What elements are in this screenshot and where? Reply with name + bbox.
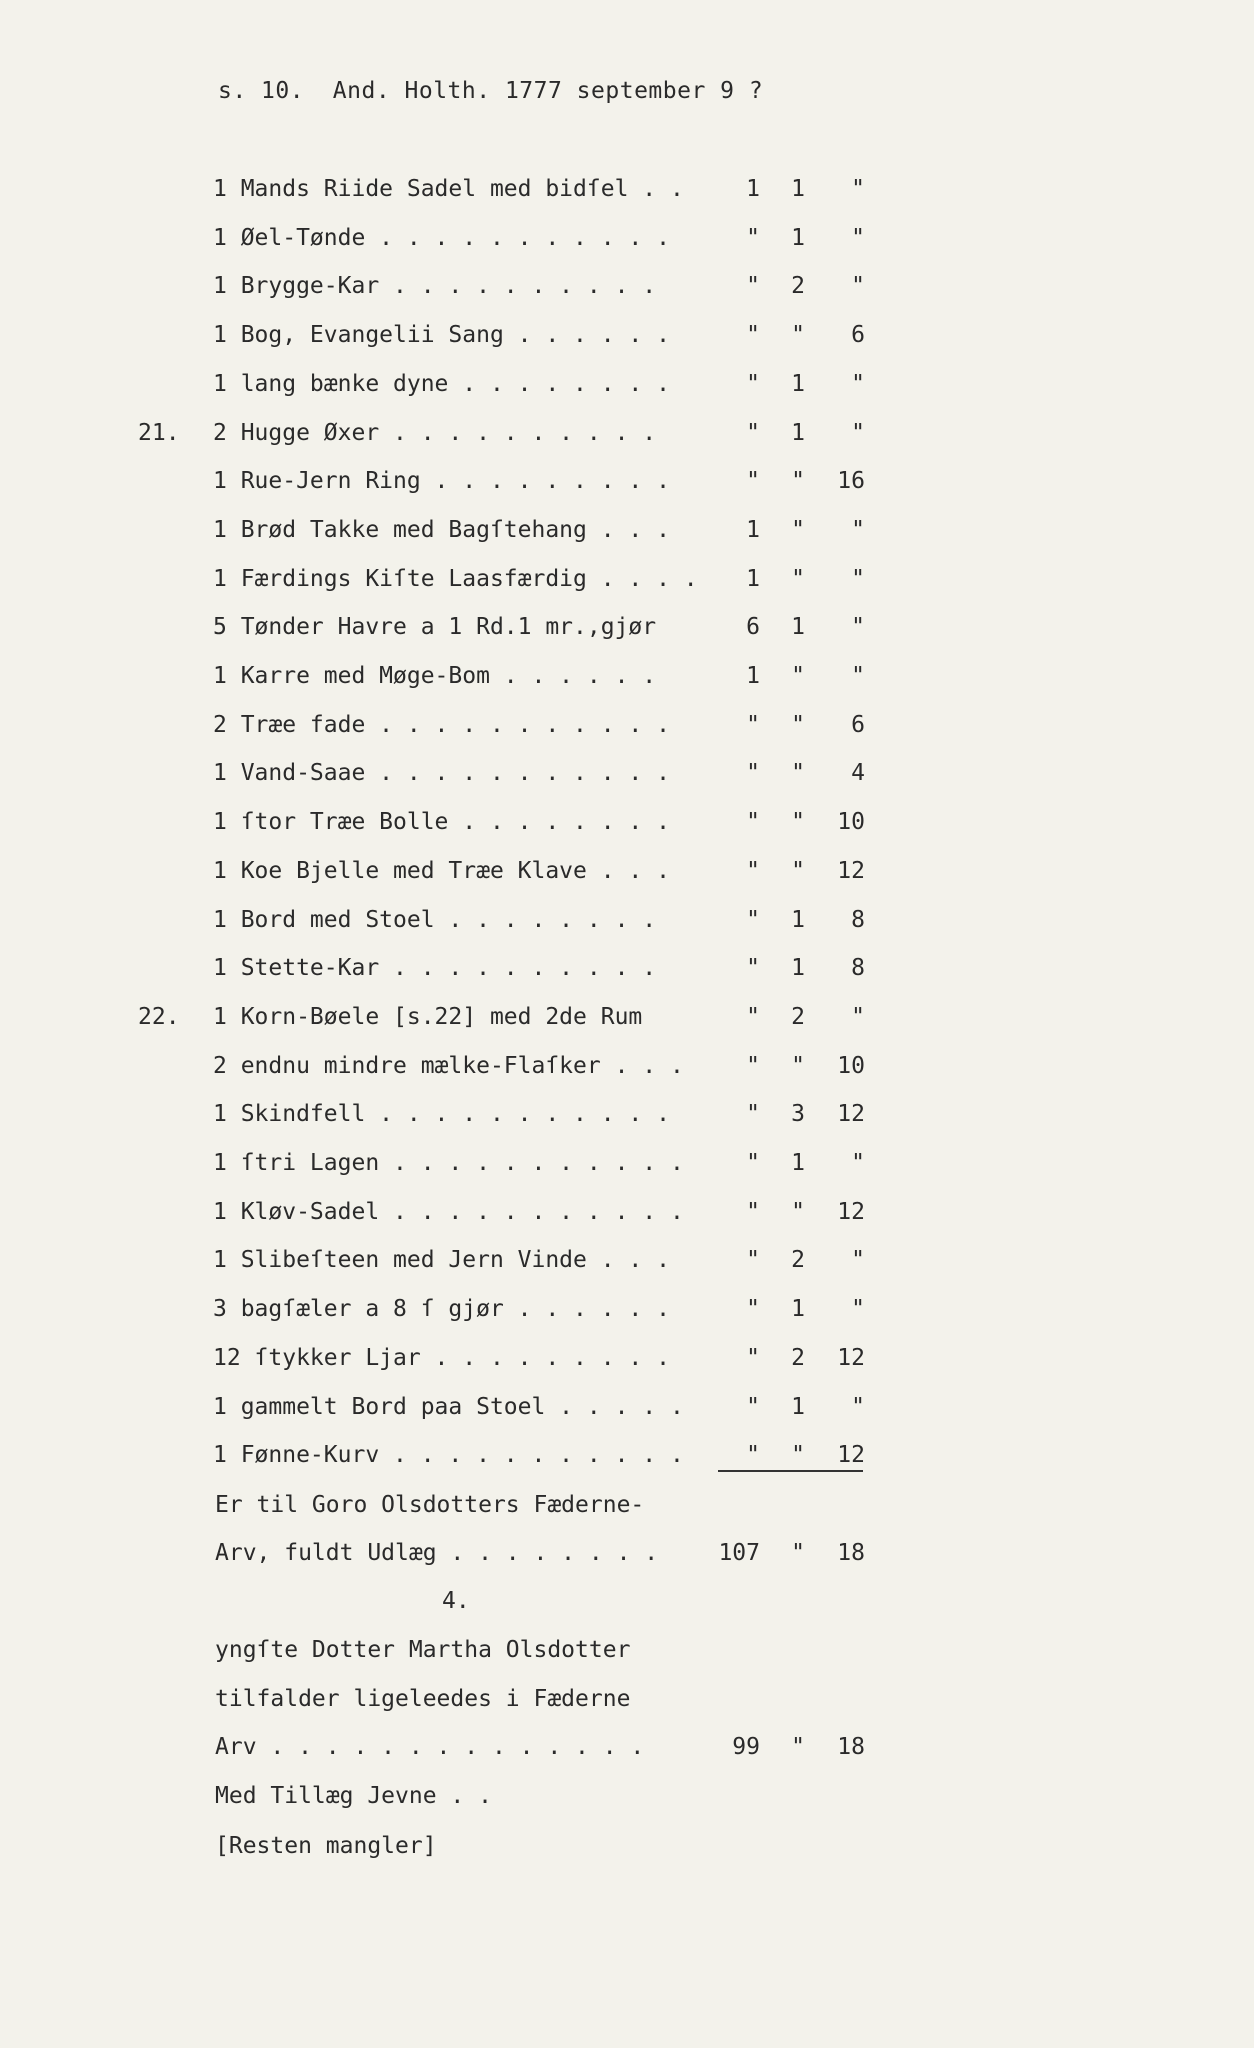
list-item <box>0 614 1254 654</box>
value-col-3: " <box>851 517 865 543</box>
value-col-1: " <box>746 809 760 835</box>
value-col-1: " <box>746 1442 760 1468</box>
tail-col-3: 18 <box>837 1734 865 1760</box>
value-col-1: " <box>746 1247 760 1273</box>
list-item <box>0 907 1254 947</box>
value-col-3: " <box>851 1150 865 1176</box>
item-description: 1 Vand-Saae . . . . . . . . . . . <box>213 760 670 786</box>
value-col-1: " <box>746 1394 760 1420</box>
item-description: 1 Brygge-Kar . . . . . . . . . . <box>213 273 657 299</box>
item-description: 1 Bog, Evangelii Sang . . . . . . <box>213 322 670 348</box>
value-col-3: " <box>851 614 865 640</box>
value-col-2: 1 <box>791 907 805 933</box>
value-col-3: 4 <box>851 760 865 786</box>
item-description: 1 Koe Bjelle med Træe Klave . . . <box>213 858 670 884</box>
value-col-2: 1 <box>791 225 805 251</box>
value-col-3: 12 <box>837 1199 865 1225</box>
list-item <box>0 955 1254 995</box>
value-col-1: " <box>746 1345 760 1371</box>
value-col-1: " <box>746 468 760 494</box>
list-item <box>0 1442 1254 1482</box>
summary-col-3: 18 <box>837 1540 865 1566</box>
value-col-3: 12 <box>837 1442 865 1468</box>
page-header: s. 10. And. Holth. 1777 september 9 ? <box>218 78 764 104</box>
value-col-3: 12 <box>837 1101 865 1127</box>
value-col-2: " <box>791 517 805 543</box>
value-col-1: " <box>746 420 760 446</box>
value-col-1: " <box>746 1150 760 1176</box>
value-col-3: 6 <box>851 322 865 348</box>
value-col-3: 8 <box>851 907 865 933</box>
value-col-2: 1 <box>791 371 805 397</box>
item-description: 1 Slibeſteen med Jern Vinde . . . <box>213 1247 670 1273</box>
value-col-3: " <box>851 1247 865 1273</box>
tail-line-4: Med Tillæg Jevne . . <box>215 1783 492 1809</box>
summary-total-row <box>0 1540 1254 1580</box>
summary-line-1: Er til Goro Olsdotters Fæderne- <box>215 1492 645 1518</box>
item-description: 3 bagſæler a 8 ſ gjør . . . . . . <box>213 1296 670 1322</box>
value-col-3: " <box>851 420 865 446</box>
list-item <box>0 1345 1254 1385</box>
value-col-3: 16 <box>837 468 865 494</box>
list-item <box>0 1394 1254 1434</box>
item-description: 1 Brød Takke med Bagſtehang . . . <box>213 517 670 543</box>
value-col-1: " <box>746 1296 760 1322</box>
value-col-3: " <box>851 273 865 299</box>
item-description: 1 Fønne-Kurv . . . . . . . . . . . <box>213 1442 684 1468</box>
value-col-1: 6 <box>746 614 760 640</box>
list-item <box>0 371 1254 411</box>
value-col-1: 1 <box>746 176 760 202</box>
tail-col-1: 99 <box>732 1734 760 1760</box>
value-col-1: " <box>746 955 760 981</box>
value-col-3: 8 <box>851 955 865 981</box>
section-number: 4. <box>442 1588 470 1614</box>
value-col-2: 1 <box>791 420 805 446</box>
value-col-1: 1 <box>746 663 760 689</box>
value-col-1: " <box>746 273 760 299</box>
value-col-2: " <box>791 663 805 689</box>
item-description: 2 Hugge Øxer . . . . . . . . . . <box>213 420 657 446</box>
value-col-3: " <box>851 371 865 397</box>
value-col-1: " <box>746 225 760 251</box>
value-col-2: 2 <box>791 1247 805 1273</box>
value-col-2: " <box>791 712 805 738</box>
summary-line-2: Arv, fuldt Udlæg . . . . . . . . <box>215 1540 659 1566</box>
list-item <box>0 663 1254 703</box>
item-description: 2 Træe fade . . . . . . . . . . . <box>213 712 670 738</box>
value-col-3: 12 <box>837 858 865 884</box>
item-description: 1 gammelt Bord paa Stoel . . . . . <box>213 1394 684 1420</box>
sum-underline <box>718 1470 863 1472</box>
value-col-3: 10 <box>837 1053 865 1079</box>
value-col-2: " <box>791 322 805 348</box>
list-item <box>0 1004 1254 1044</box>
tail-col-2: " <box>791 1734 805 1760</box>
value-col-2: " <box>791 809 805 835</box>
list-item <box>0 468 1254 508</box>
summary-col-1: 107 <box>718 1540 760 1566</box>
item-description: 2 endnu mindre mælke-Flaſker . . . <box>213 1053 684 1079</box>
value-col-2: 1 <box>791 955 805 981</box>
value-col-3: " <box>851 566 865 592</box>
list-item <box>0 712 1254 752</box>
value-col-2: 2 <box>791 1004 805 1030</box>
item-description: 1 ſtor Træe Bolle . . . . . . . . <box>213 809 670 835</box>
list-item <box>0 176 1254 216</box>
list-item <box>0 273 1254 313</box>
value-col-1: " <box>746 907 760 933</box>
value-col-1: " <box>746 322 760 348</box>
list-item <box>0 1296 1254 1336</box>
value-col-1: " <box>746 1101 760 1127</box>
list-item <box>0 1247 1254 1287</box>
list-item <box>0 566 1254 606</box>
value-col-2: 3 <box>791 1101 805 1127</box>
value-col-2: 1 <box>791 176 805 202</box>
value-col-3: 6 <box>851 712 865 738</box>
value-col-2: " <box>791 468 805 494</box>
value-col-3: " <box>851 176 865 202</box>
value-col-2: 2 <box>791 273 805 299</box>
item-description: 1 Korn-Bøele [s.22] med 2de Rum <box>213 1004 643 1030</box>
value-col-2: 1 <box>791 1394 805 1420</box>
tail-line-1: yngſte Dotter Martha Olsdotter <box>215 1637 631 1663</box>
list-item <box>0 517 1254 557</box>
value-col-1: " <box>746 712 760 738</box>
tail-line-3: Arv . . . . . . . . . . . . . . <box>215 1734 645 1760</box>
item-description: 5 Tønder Havre a 1 Rd.1 mr.,gjør <box>213 614 657 640</box>
value-col-3: 10 <box>837 809 865 835</box>
item-description: 1 Rue-Jern Ring . . . . . . . . . <box>213 468 670 494</box>
item-description: 1 Karre med Møge-Bom . . . . . . <box>213 663 657 689</box>
value-col-1: 1 <box>746 566 760 592</box>
summary-col-2: " <box>791 1540 805 1566</box>
value-col-3: " <box>851 225 865 251</box>
list-item <box>0 420 1254 460</box>
item-description: 1 Øel-Tønde . . . . . . . . . . . <box>213 225 670 251</box>
value-col-2: 1 <box>791 1150 805 1176</box>
value-col-3: " <box>851 1004 865 1030</box>
list-item <box>0 760 1254 800</box>
value-col-2: " <box>791 1053 805 1079</box>
value-col-2: " <box>791 566 805 592</box>
list-item <box>0 1101 1254 1141</box>
item-description: 1 ſtri Lagen . . . . . . . . . . . <box>213 1150 684 1176</box>
tail-line-5: [Resten mangler] <box>215 1833 437 1859</box>
list-item <box>0 1199 1254 1239</box>
value-col-1: " <box>746 1199 760 1225</box>
value-col-2: " <box>791 1442 805 1468</box>
value-col-2: " <box>791 1199 805 1225</box>
item-description: 1 lang bænke dyne . . . . . . . . <box>213 371 670 397</box>
value-col-1: " <box>746 760 760 786</box>
tail-line-2: tilfalder ligeleedes i Fæderne <box>215 1686 631 1712</box>
tail-total-row <box>0 1734 1254 1774</box>
value-col-1: " <box>746 1004 760 1030</box>
list-item <box>0 225 1254 265</box>
value-col-2: 2 <box>791 1345 805 1371</box>
value-col-3: " <box>851 1394 865 1420</box>
row-marker: 21. <box>138 420 180 446</box>
list-item <box>0 1053 1254 1093</box>
value-col-1: " <box>746 1053 760 1079</box>
item-description: 1 Stette-Kar . . . . . . . . . . <box>213 955 657 981</box>
value-col-1: " <box>746 858 760 884</box>
item-description: 1 Færdings Kiſte Laasfærdig . . . . <box>213 566 698 592</box>
list-item <box>0 1150 1254 1190</box>
item-description: 1 Kløv-Sadel . . . . . . . . . . . <box>213 1199 684 1225</box>
value-col-3: " <box>851 1296 865 1322</box>
value-col-2: 1 <box>791 614 805 640</box>
item-description: 1 Bord med Stoel . . . . . . . . <box>213 907 657 933</box>
value-col-2: " <box>791 858 805 884</box>
value-col-2: 1 <box>791 1296 805 1322</box>
value-col-3: 12 <box>837 1345 865 1371</box>
list-item <box>0 809 1254 849</box>
value-col-3: " <box>851 663 865 689</box>
value-col-2: " <box>791 760 805 786</box>
item-description: 1 Mands Riide Sadel med bidſel . . <box>213 176 684 202</box>
list-item <box>0 322 1254 362</box>
item-description: 12 ſtykker Ljar . . . . . . . . . <box>213 1345 670 1371</box>
value-col-1: " <box>746 371 760 397</box>
list-item <box>0 858 1254 898</box>
value-col-1: 1 <box>746 517 760 543</box>
row-marker: 22. <box>138 1004 180 1030</box>
item-description: 1 Skindfell . . . . . . . . . . . <box>213 1101 670 1127</box>
